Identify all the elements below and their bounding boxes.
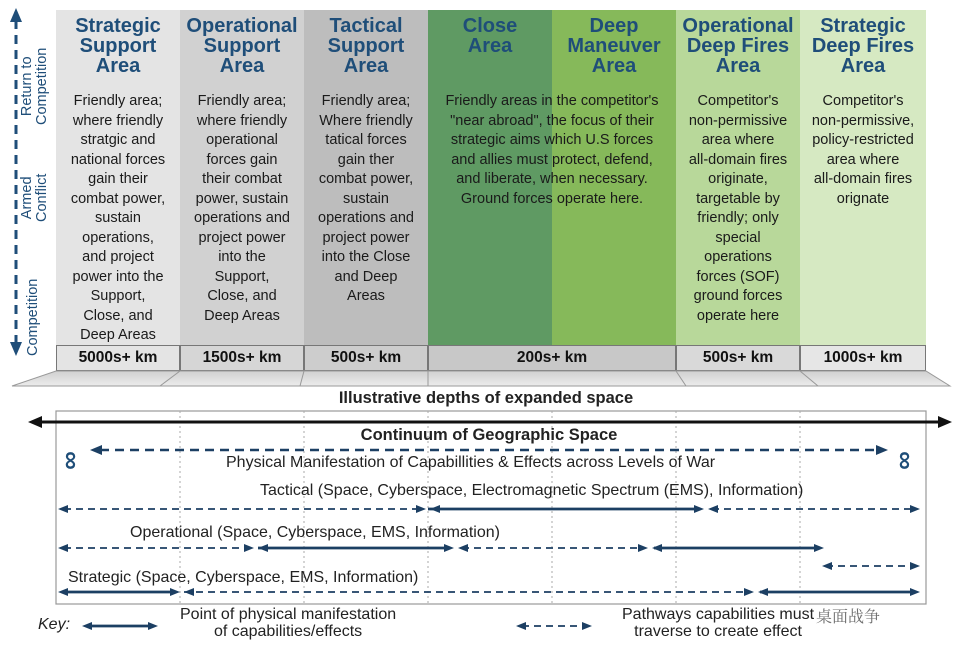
strategic-level-label: Strategic (Space, Cyberspace, EMS, Information) (68, 569, 419, 586)
column-title: Strategic Support Area (75, 15, 161, 77)
column-title: Strategic Deep Fires Area (811, 15, 915, 77)
side-label-competition: Competition (25, 278, 41, 356)
column-title: Close Area (462, 15, 518, 57)
continuum-label: Continuum of Geographic Space (360, 426, 618, 444)
column-description: Friendly area; where friendly stratgic and national forces gain their combat power, sustain operations, and project power into the Support, Close, and Deep Areas (70, 93, 166, 343)
side-label-armed: Armed Conflict (19, 173, 50, 222)
distance-tactical-support: 500s+ km (304, 345, 428, 371)
distance-close-deep: 200s+ km (428, 345, 676, 371)
distance-strategic-support: 5000s+ km (56, 345, 180, 371)
side-label-return: Return to Competition (19, 47, 50, 125)
column-title: Deep Maneuver Area (567, 15, 661, 77)
column-description: Competitor's non-permissive area where all-domain fires originate, targetable by friendly; only special operations forces (SOF) ground forces operate here (688, 93, 788, 324)
close-deep-description: Friendly areas in the competitor's "near abroad", the focus of their strategic aims which U.S forces and allies must protect, defend, and liberate, when necessary. Ground forces operate here. (445, 93, 659, 207)
key-dashed-description: Pathways capabilities must traverse to create effect (622, 606, 815, 640)
column-title: Operational Deep Fires Area (682, 15, 794, 77)
column-description: Friendly area; where friendly operational forces gain their combat power, sustain operations and project power into the Support, Close, and Deep Areas (194, 93, 290, 324)
distance-operational-support: 1500s+ km (180, 345, 304, 371)
infinity-right-icon: ∞ (890, 451, 921, 470)
column-description: Competitor's non-permissive, policy-restricted area where all-domain fires orignate (811, 93, 915, 207)
key-solid-description: Point of physical manifestation of capabilities/effects (180, 606, 397, 640)
column-title: Tactical Support Area (327, 15, 405, 77)
key-label: Key: (38, 616, 71, 633)
distance-strategic-deep-fires: 1000s+ km (800, 345, 926, 371)
distance-operational-deep-fires: 500s+ km (676, 345, 800, 371)
infinity-left-icon: ∞ (56, 451, 87, 470)
tactical-level-label: Tactical (Space, Cyberspace, Electromagnetic Spectrum (EMS), Information) (260, 482, 804, 499)
operational-level-label: Operational (Space, Cyberspace, EMS, Information) (130, 524, 500, 541)
physical-manifestation-label: Physical Manifestation of Capabillities & Effects across Levels of War (226, 454, 716, 471)
column-title: Operational Support Area (186, 15, 298, 77)
watermark: 桌面战争 (816, 609, 881, 626)
column-description: Friendly area; Where friendly tatical forces gain ther combat power, sustain operations and project power into the Close and Deep Areas (318, 93, 414, 304)
depths-label: Illustrative depths of expanded space (338, 389, 634, 407)
